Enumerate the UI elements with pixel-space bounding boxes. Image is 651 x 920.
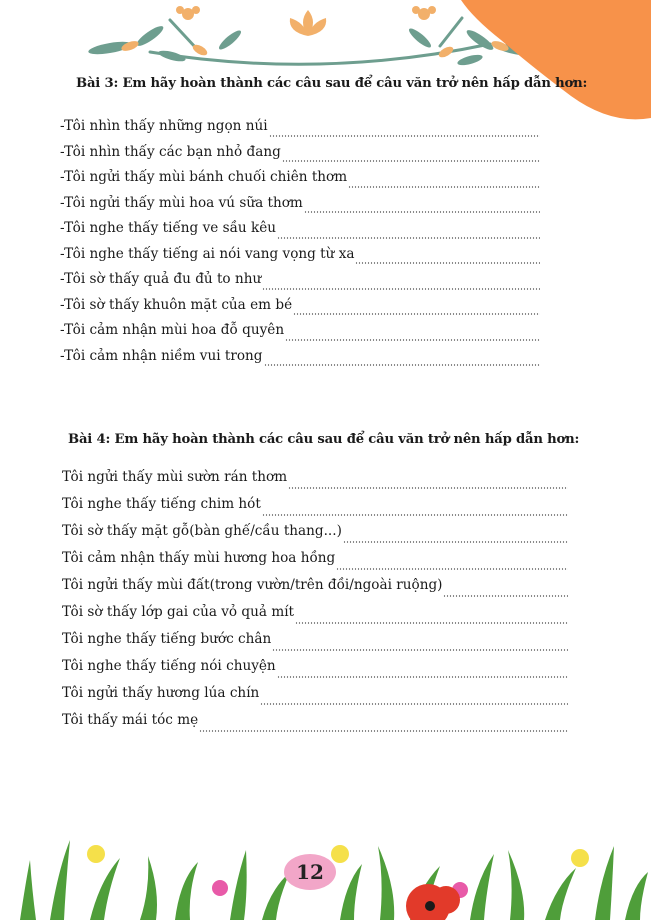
exercise-3-title: Bài 3: Em hãy hoàn thành các câu sau để câu văn trở nên hấp dẫn hơn:	[76, 76, 588, 91]
exercise-line	[62, 494, 568, 521]
exercise-line	[62, 467, 568, 494]
exercise-line	[62, 683, 568, 710]
exercise-line	[60, 142, 540, 168]
line-text: Tôi cảm nhận thấy mùi hương hoa hồng	[62, 550, 336, 566]
line-text: Tôi ngửi thấy mùi đất(trong vườn/trên đồi/ngoài ruộng)	[62, 577, 443, 593]
fill-in-blank[interactable]	[336, 568, 568, 570]
fill-in-blank[interactable]	[260, 703, 568, 705]
fill-in-blank[interactable]	[277, 237, 540, 239]
fill-in-blank[interactable]	[295, 622, 568, 624]
exercise-line	[62, 575, 568, 602]
exercise-line	[60, 218, 540, 244]
exercise-line	[62, 656, 568, 683]
exercise-line	[60, 346, 540, 372]
line-text: -Tôi ngửi thấy mùi hoa vú sữa thơm	[60, 194, 303, 211]
fill-in-blank[interactable]	[355, 262, 540, 264]
exercise-line	[60, 244, 540, 270]
exercise-line	[60, 320, 540, 346]
fill-in-blank[interactable]	[264, 364, 540, 366]
exercise-line	[60, 193, 540, 219]
fill-in-blank[interactable]	[199, 730, 568, 732]
exercise-line	[62, 629, 568, 656]
line-text: Tôi nghe thấy tiếng bước chân	[62, 631, 272, 647]
line-text: -Tôi ngửi thấy mùi bánh chuối chiên thơm	[60, 169, 348, 185]
fill-in-blank[interactable]	[443, 595, 568, 597]
line-text: -Tôi nghe thấy tiếng ve sầu kêu	[60, 220, 277, 236]
line-text: -Tôi sờ thấy khuôn mặt của em bé	[60, 296, 293, 313]
line-text: Tôi ngửi thấy hương lúa chín	[62, 685, 260, 701]
line-text: Tôi nghe thấy tiếng nói chuyện	[62, 658, 276, 674]
exercise-line	[60, 116, 540, 142]
fill-in-blank[interactable]	[272, 649, 568, 651]
exercise-line	[62, 710, 568, 737]
line-text: Tôi ngửi thấy mùi sườn rán thơm	[62, 469, 288, 485]
line-text: Tôi nghe thấy tiếng chim hót	[62, 496, 261, 512]
fill-in-blank[interactable]	[304, 211, 540, 213]
exercise-line	[60, 167, 540, 193]
exercise-line	[60, 295, 540, 321]
line-text: Tôi sờ thấy lớp gai của vỏ quả mít	[62, 604, 295, 620]
fill-in-blank[interactable]	[269, 135, 540, 137]
exercise-line	[62, 521, 568, 548]
exercise-line	[62, 602, 568, 629]
fill-in-blank[interactable]	[285, 339, 540, 341]
orange-corner-blob	[461, 0, 651, 125]
line-text: Tôi sờ thấy mặt gỗ(bàn ghế/cầu thang...)	[62, 523, 342, 539]
line-text: -Tôi nhìn thấy những ngọn núi	[60, 118, 268, 134]
fill-in-blank[interactable]	[277, 676, 568, 678]
fill-in-blank[interactable]	[343, 541, 568, 543]
line-text: -Tôi nghe thấy tiếng ai nói vang vọng từ xa	[60, 245, 355, 262]
exercise-4-lines	[62, 467, 568, 737]
line-text: -Tôi sờ thấy quả đu đủ to như	[60, 271, 262, 287]
line-text: Tôi thấy mái tóc mẹ	[62, 712, 199, 728]
fill-in-blank[interactable]	[348, 186, 540, 188]
fill-in-blank[interactable]	[288, 487, 568, 489]
fill-in-blank[interactable]	[262, 288, 540, 290]
line-text: -Tôi nhìn thấy các bạn nhỏ đang	[60, 143, 281, 160]
fill-in-blank[interactable]	[293, 313, 540, 315]
line-text: -Tôi cảm nhận mùi hoa đỗ quyên	[60, 322, 285, 338]
page-number-badge: 12	[284, 854, 336, 890]
line-text: -Tôi cảm nhận niềm vui trong	[60, 347, 263, 364]
exercise-line	[60, 269, 540, 295]
exercise-4-title: Bài 4: Em hãy hoàn thành các câu sau để câu văn trở nên hấp dẫn hơn:	[68, 432, 580, 447]
fill-in-blank[interactable]	[262, 514, 568, 516]
exercise-3-lines	[60, 116, 540, 371]
exercise-line	[62, 548, 568, 575]
fill-in-blank[interactable]	[282, 160, 540, 162]
